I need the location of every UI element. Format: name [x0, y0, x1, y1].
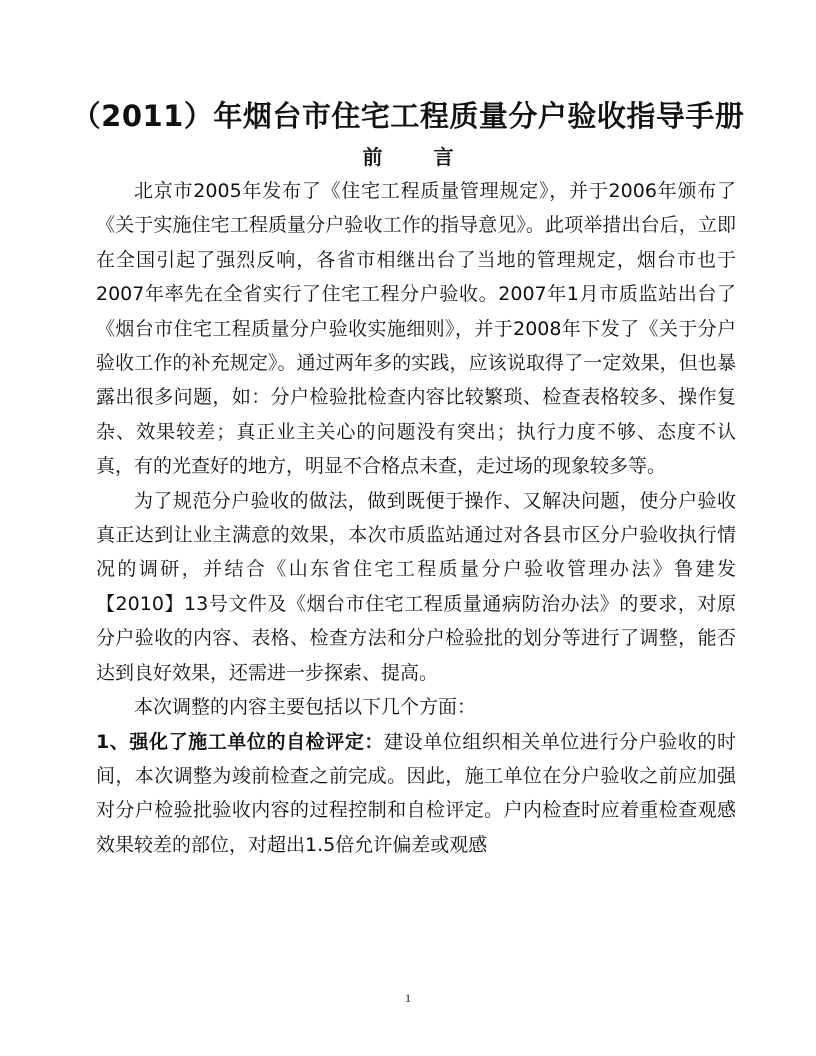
paragraph-1: 北京市2005年发布了《住宅工程质量管理规定》，并于2006年颁布了《关于实施住宅工程质量分户验收工作的指导意见》。此项举措出台后，立即在全国引起了强烈反响，各省市相继出台了当地的管理规定，烟台市也于2007年率先在全省实行了住宅工程分户验收。2007年1月市质监站出台了《烟台市住宅工程质量分户验收实施细则》，并于2008年下发了《关于分户验收工作的补充规定》。通过两年多的实践，应该说取得了一定效果，但也暴露出很多问题，如：分户检验批检查内容比较繁琐、检查表格较多、操作复杂、效果较差；真正业主关心的问题没有突出；执行力度不够、态度不认真，有的光查好的地方，明显不合格点未查，走过场的现象较多等。 [96, 180, 736, 478]
preface-heading: 前 言 [362, 145, 476, 169]
document-title: （2011）年烟台市住宅工程质量分户验收指导手册 [71, 99, 745, 133]
paragraph-2: 为了规范分户验收的做法，做到既便于操作、又解决问题，使分户验收真正达到让业主满意的效果，本次市质监站通过对各县市区分户验收执行情况的调研，并结合《山东省住宅工程质量分户验收管理办法》鲁建发【2010】13号文件及《烟台市住宅工程质量通病防治办法》的要求，对原分户验收的内容、表格、检查方法和分户检验批的划分等进行了调整，能否达到良好效果，还需进一步探索、提高。 [96, 489, 736, 684]
list-item-1 [96, 725, 736, 863]
list-item-1-heading: 1、强化了施工单位的自检评定： [96, 730, 385, 753]
paragraph-3: 本次调整的内容主要包括以下几个方面： [134, 696, 477, 719]
page-number: 1 [405, 991, 411, 1005]
document-body [96, 174, 736, 862]
list-item-1-text: 建设单位组织相关单位进行分户验收的时间，本次调整为竣前检查之前完成。因此，施工单位在分户验收之前应加强对分户检验批验收内容的过程控制和自检评定。户内检查时应着重检查观感效果较差的部位，对超出1.5倍允许偏差或观感 [96, 730, 736, 856]
